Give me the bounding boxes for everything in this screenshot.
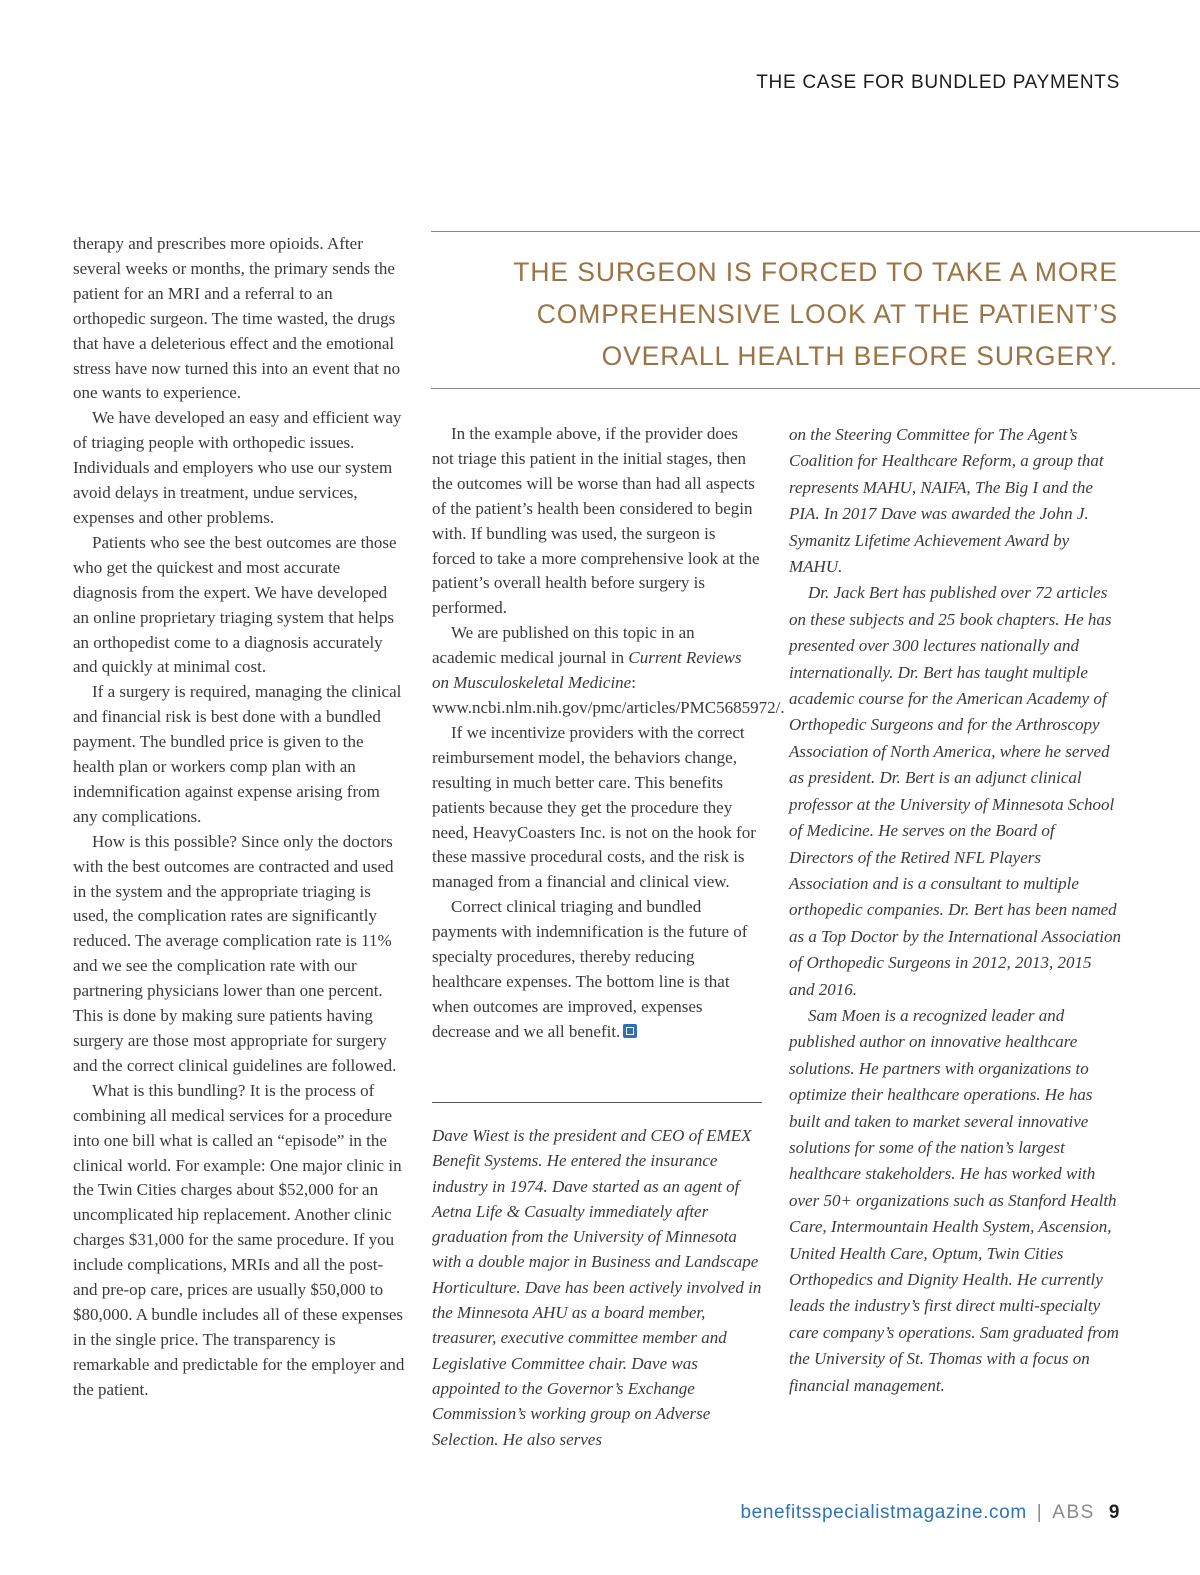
pull-quote	[431, 231, 1200, 389]
paragraph-closing	[432, 895, 762, 1044]
paragraph: We have developed an easy and efficient way of triaging people with orthopedic issues. Individuals and employers who use our system avoid delays in treatment, undue services, expenses and other problems.	[73, 408, 402, 527]
closing-text: Correct clinical triaging and bundled payments with indemnification is the future of specialty procedures, thereby reducing healthcare expenses. The bottom line is that when outcomes are improved, expenses decrease and we all benefit.	[432, 897, 748, 1041]
paragraph-citation	[432, 621, 785, 721]
pull-quote-text: THE SURGEON IS FORCED TO TAKE A MORE COMPREHENSIVE LOOK AT THE PATIENT’S OVERALL HEALTH BEFORE SURGERY.	[513, 257, 1118, 371]
bio-continued: on the Steering Committee for The Agent’s Coalition for Healthcare Reform, a group that represents MAHU, NAIFA, The Big I and the PIA. In 2017 Dave was awarded the John J. Symanitz Lifetime Achievement Award by MAHU.	[789, 425, 1104, 577]
paragraph: What is this bundling? It is the process of combining all medical services for a procedure into one bill what is called an “episode” in the clinical world. For example: One major clinic in the Twin Cities charges about $52,000 for an uncomplicated hip replacement. Another clinic charges $31,000 for the same procedure. If you include complications, MRIs and all the post- and pre-op care, prices are usually $50,000 to $80,000. A bundle includes all of these expenses in the single price. The transparency is remarkable and predictable for the employer and the patient.	[73, 1080, 405, 1399]
article-column-1	[73, 232, 405, 1403]
journal-title: Current Reviews on Musculoskeletal Medicine	[432, 648, 742, 693]
paragraph: In the example above, if the provider does not triage this patient in the initial stages, then the outcomes will be worse than had all aspects of the patient’s health been considered to begin with. If bundling was used, the surgeon is forced to take a more comprehensive look at the patient’s overall health before surgery is performed.	[432, 424, 760, 618]
running-title: THE CASE FOR BUNDLED PAYMENTS	[756, 72, 1120, 93]
paragraph: If we incentivize providers with the correct reimbursement model, the behaviors change, resulting in much better care. This benefits patients because they get the procedure they need, HeavyCoasters Inc. is not on the hook for these massive procedural costs, and the risk is managed from a financial and clinical view.	[432, 722, 756, 892]
bio-divider	[432, 1102, 762, 1103]
author-bio-wiest	[432, 1123, 767, 1452]
paragraph: Patients who see the best outcomes are those who get the quickest and most accurate diagnosis from the expert. We have developed an online proprietary triaging system that helps an orthopedist come to a diagnosis accurately and quickly at minimal cost.	[73, 532, 397, 677]
publication-name: ABS	[1052, 1502, 1095, 1523]
author-bio-moen: Sam Moen is a recognized leader and published author on innovative healthcare solutions. He partners with organizations to optimize their healthcare operations. He has built and taken to market several innovative solutions for some of the nation’s largest healthcare stakeholders. He has worked with over 50+ organizations such as Stanford Health Care, Intermountain Health System, Ascension, United Health Care, Optum, Twin Cities Orthopedics and Dignity Health. He currently leads the industry’s first direct multi-specialty care company’s operations. Sam graduated from the University of St. Thomas with a focus on financial management.	[789, 1005, 1119, 1395]
citation-url: : www.ncbi.nlm.nih.gov/pmc/articles/PMC5685972/.	[432, 673, 785, 717]
paragraph: therapy and prescribes more opioids. After several weeks or months, the primary sends the patient for an MRI and a referral to an orthopedic surgeon. The time wasted, the drugs that have a deleterious effect and the emotional stress have now turned this into an event that no one wants to experience.	[73, 234, 401, 403]
page-footer	[741, 1502, 1121, 1524]
article-column-3-bios	[789, 422, 1121, 1399]
author-bio-bert: Dr. Jack Bert has published over 72 articles on these subjects and 25 book chapters. He has presented over 300 lectures nationally and internationally. Dr. Bert has taught multiple academic course for the American Academy of Orthopedic Surgeons and for the Arthroscopy Association of North America, where he served as president. Dr. Bert is an adjunct clinical professor at the University of Minnesota School of Medicine. He serves on the Board of Directors of the Retired NFL Players Association and is a consultant to multiple orthopedic companies. Dr. Bert has been named as a Top Doctor by the International Association of Orthopedic Surgeons in 2012, 2013, 2015 and 2016.	[789, 583, 1121, 999]
citation-lead: We are published on this topic in an academic medical journal in	[432, 623, 695, 668]
paragraph: If a surgery is required, managing the clinical and financial risk is best done with a bundled payment. The bundled price is given to the health plan or workers comp plan with an indemnification against expense arising from any complications.	[73, 682, 402, 826]
article-column-2	[432, 422, 785, 1045]
abs-end-mark-icon	[623, 1024, 637, 1038]
footer-separator: |	[1036, 1502, 1043, 1523]
bio-text: Dave Wiest is the president and CEO of EMEX Benefit Systems. He entered the insurance industry in 1974. Dave started as an agent of Aetna Life & Casualty immediately after graduation from the University of Minnesota with a double major in Business and Landscape Horticulture. Dave has been actively involved in the Minnesota AHU as a board member, treasurer, executive committee member and Legislative Committee chair. Dave was appointed to the Governor’s Exchange Commission’s working group on Adverse Selection. He also serves	[432, 1126, 762, 1449]
paragraph: How is this possible? Since only the doctors with the best outcomes are contracted and used in the system and the appropriate triaging is used, the complication rates are significantly reduced. The average complication rate is 11% and we see the complication rate with our partnering physicians lower than one percent. This is done by making sure patients having surgery are those most appropriate for surgery and the correct clinical guidelines are followed.	[73, 831, 397, 1075]
website-link[interactable]: benefitsspecialistmagazine.com	[740, 1502, 1027, 1523]
page-number: 9	[1108, 1502, 1120, 1523]
